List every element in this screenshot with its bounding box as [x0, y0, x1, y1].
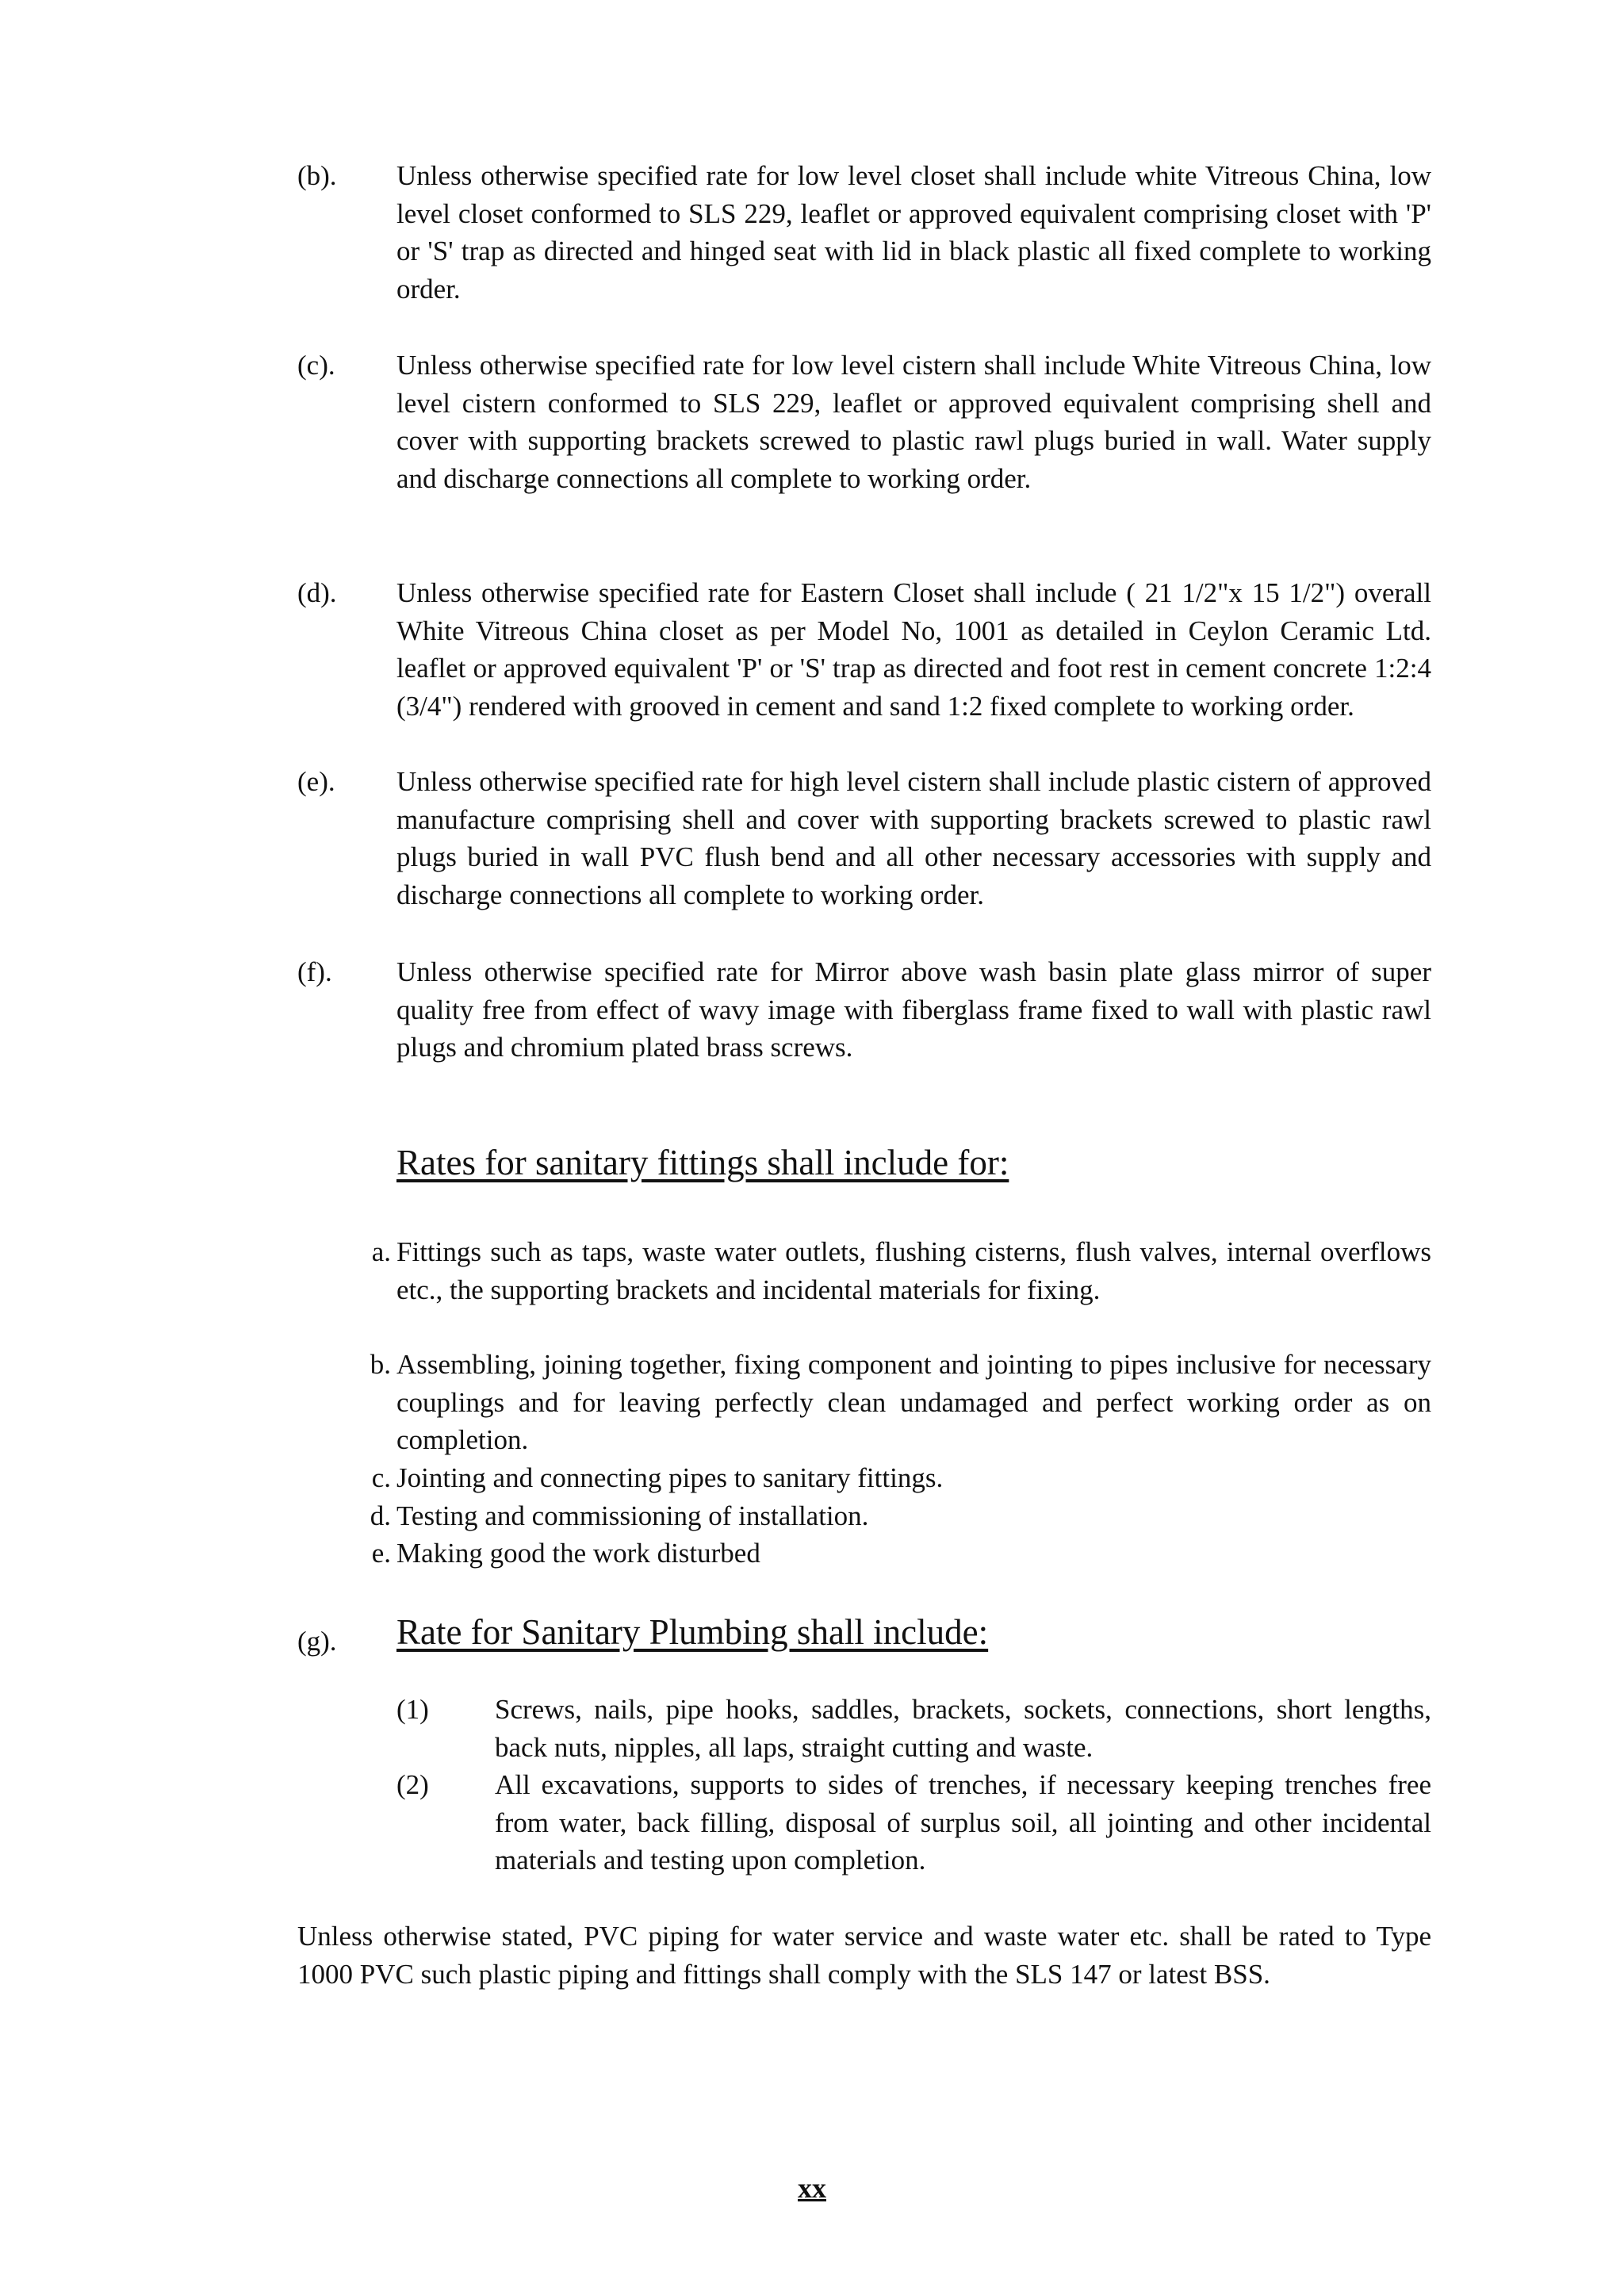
clause-label: (e).	[297, 766, 335, 797]
clause-f	[297, 953, 1431, 1067]
clause-label: (f).	[297, 956, 332, 987]
fittings-item-b	[297, 1346, 1431, 1459]
sub-item-text: All excavations, supports to sides of trenches, if necessary keeping trenches free from water, back filling, disposal of surplus soil, all jointing and other incidental materials and testing upon completion.	[495, 1769, 1431, 1875]
list-item-label: d.	[370, 1500, 391, 1531]
fittings-item-d	[297, 1497, 1431, 1535]
clause-e	[297, 763, 1431, 914]
page-footer: xx	[798, 2172, 826, 2204]
plumbing-heading: Rate for Sanitary Plumbing shall include:	[396, 1612, 989, 1652]
list-item-text: Testing and commissioning of installation.	[396, 1500, 869, 1531]
clause-label: (b).	[297, 160, 337, 191]
clause-label: (c).	[297, 350, 335, 381]
sub-item-label: (1)	[396, 1694, 429, 1725]
list-item-text: Fittings such as taps, waste water outlets, flushing cisterns, flush valves, internal overflows etc., the supporting brackets and incidental materials for fixing.	[396, 1236, 1431, 1305]
closing-paragraph: Unless otherwise stated, PVC piping for water service and waste water etc. shall be rated to Type 1000 PVC such plastic piping and fittings shall comply with the SLS 147 or latest BSS.	[297, 1921, 1431, 1990]
sub-item-text: Screws, nails, pipe hooks, saddles, brackets, sockets, connections, short lengths, back nuts, nipples, all laps, straight cutting and waste.	[495, 1694, 1431, 1763]
clause-g-label: (g).	[297, 1626, 337, 1657]
clause-label: (d).	[297, 577, 337, 608]
clause-text: Unless otherwise specified rate for low level cistern shall include White Vitreous China, low level cistern conformed to SLS 229, leaflet or approved equivalent comprising shell and cover with supporting brackets screwed to plastic rawl plugs buried in wall. Water supply and discharge connections all complete to working order.	[396, 350, 1431, 494]
list-item-label: e.	[371, 1538, 391, 1569]
list-item-text: Jointing and connecting pipes to sanitary fittings.	[396, 1462, 944, 1493]
clause-d	[297, 574, 1431, 725]
fittings-item-c	[297, 1459, 1431, 1497]
clause-c	[297, 347, 1431, 497]
clause-text: Unless otherwise specified rate for Eastern Closet shall include ( 21 1/2"x 15 1/2") overall White Vitreous China closet as per Model No, 1001 as detailed in Ceylon Ceramic Ltd. leaflet or approved equivalent 'P' or 'S' trap as directed and foot rest in cement concrete 1:2:4 (3/4") rendered with grooved in cement and sand 1:2 fixed complete to working order.	[396, 577, 1431, 722]
plumbing-item-1	[396, 1691, 1431, 1766]
plumbing-item-2	[396, 1766, 1431, 1879]
sub-item-label: (2)	[396, 1769, 429, 1800]
clause-text: Unless otherwise specified rate for low level closet shall include white Vitreous China, low level closet conformed to SLS 229, leaflet or approved equivalent comprising closet with 'P' or 'S' trap as directed and hinged seat with lid in black plastic all fixed complete to working order.	[396, 160, 1431, 305]
clause-text: Unless otherwise specified rate for Mirror above wash basin plate glass mirror of super quality free from effect of wavy image with fiberglass frame fixed to wall with plastic rawl plugs and chromium plated brass screws.	[396, 956, 1431, 1063]
list-item-text: Assembling, joining together, fixing component and jointing to pipes inclusive for necessary couplings and for leaving perfectly clean undamaged and perfect working order as on completion.	[396, 1349, 1431, 1455]
list-item-label: c.	[371, 1462, 391, 1493]
clause-b	[297, 157, 1431, 308]
list-item-label: b.	[370, 1349, 391, 1380]
clause-text: Unless otherwise specified rate for high level cistern shall include plastic cistern of approved manufacture comprising shell and cover with supporting brackets screwed to plastic rawl plugs buried in wall PVC flush bend and all other necessary accessories with supply and discharge connections all complete to working order.	[396, 766, 1431, 910]
fittings-item-e	[297, 1534, 1431, 1573]
list-item-label: a.	[371, 1236, 391, 1267]
list-item-text: Making good the work disturbed	[396, 1538, 760, 1569]
fittings-item-a	[297, 1233, 1431, 1308]
fittings-heading: Rates for sanitary fittings shall include for:	[396, 1143, 1009, 1182]
